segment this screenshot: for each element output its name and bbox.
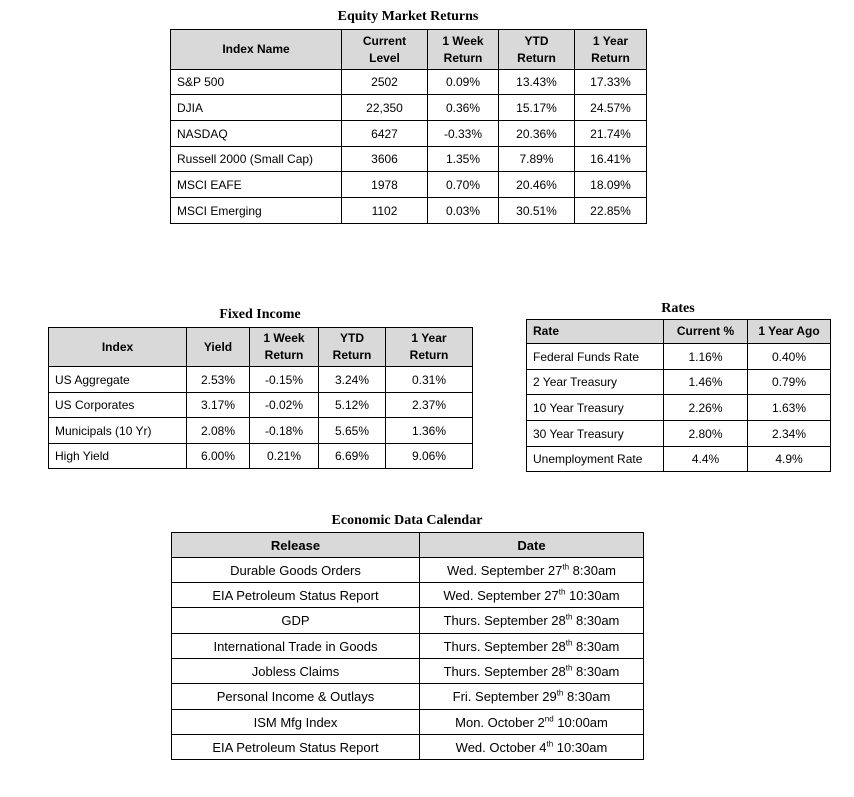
ytd-return: 20.36% bbox=[499, 121, 575, 147]
week-return: 0.70% bbox=[428, 172, 499, 198]
table-row bbox=[49, 393, 473, 418]
col-yield: Yield bbox=[187, 328, 250, 367]
current-rate: 1.46% bbox=[664, 370, 748, 395]
ytd-return: 15.17% bbox=[499, 95, 575, 121]
release-name: Jobless Claims bbox=[172, 659, 420, 684]
current-rate: 4.4% bbox=[664, 447, 748, 472]
rates-title: Rates bbox=[661, 301, 695, 316]
ytd-return: 20.46% bbox=[499, 172, 575, 198]
ytd-return: 5.65% bbox=[319, 418, 386, 444]
fixed-income-table bbox=[48, 327, 473, 469]
ytd-return: 30.51% bbox=[499, 198, 575, 224]
equity-table bbox=[170, 29, 647, 224]
index-name: DJIA bbox=[171, 95, 342, 121]
index-name: US Aggregate bbox=[49, 367, 187, 393]
release-date: Wed. October 4th 10:30am bbox=[420, 735, 644, 760]
rate-name: Unemployment Rate bbox=[527, 447, 664, 472]
week-return: -0.02% bbox=[250, 393, 319, 418]
current-level: 1978 bbox=[342, 172, 428, 198]
year-return: 2.37% bbox=[386, 393, 473, 418]
year-ago-rate: 1.63% bbox=[748, 395, 831, 421]
year-return: 16.41% bbox=[575, 147, 647, 172]
calendar-title: Economic Data Calendar bbox=[331, 513, 483, 528]
current-level: 2502 bbox=[342, 70, 428, 95]
table-row bbox=[171, 147, 647, 172]
equity-header-row bbox=[171, 30, 647, 70]
week-return: 0.09% bbox=[428, 70, 499, 95]
table-row bbox=[49, 367, 473, 393]
col-index: Index bbox=[49, 328, 187, 367]
table-row bbox=[172, 735, 644, 760]
rates-table bbox=[526, 319, 831, 472]
ytd-return: 6.69% bbox=[319, 444, 386, 469]
current-rate: 2.80% bbox=[664, 421, 748, 447]
fixed-income-title: Fixed Income bbox=[219, 307, 301, 322]
table-row bbox=[527, 370, 831, 395]
rate-name: 10 Year Treasury bbox=[527, 395, 664, 421]
table-row bbox=[172, 710, 644, 735]
year-return: 0.31% bbox=[386, 367, 473, 393]
col-1-year-ago: 1 Year Ago bbox=[748, 320, 831, 344]
week-return: -0.18% bbox=[250, 418, 319, 444]
index-name: Russell 2000 (Small Cap) bbox=[171, 147, 342, 172]
table-row bbox=[171, 198, 647, 224]
year-return: 9.06% bbox=[386, 444, 473, 469]
current-rate: 2.26% bbox=[664, 395, 748, 421]
release-date: Thurs. September 28th 8:30am bbox=[420, 608, 644, 634]
table-row bbox=[527, 344, 831, 370]
col-release: Release bbox=[172, 533, 420, 558]
ytd-return: 5.12% bbox=[319, 393, 386, 418]
year-ago-rate: 0.79% bbox=[748, 370, 831, 395]
table-row bbox=[527, 447, 831, 472]
index-name: High Yield bbox=[49, 444, 187, 469]
col-index-name: Index Name bbox=[171, 30, 342, 70]
table-row bbox=[171, 70, 647, 95]
week-return: -0.33% bbox=[428, 121, 499, 147]
index-name: NASDAQ bbox=[171, 121, 342, 147]
yield: 2.08% bbox=[187, 418, 250, 444]
year-ago-rate: 0.40% bbox=[748, 344, 831, 370]
table-row bbox=[49, 418, 473, 444]
release-name: EIA Petroleum Status Report bbox=[172, 735, 420, 760]
rate-name: 2 Year Treasury bbox=[527, 370, 664, 395]
col-1-year-return: 1 Year Return bbox=[575, 30, 647, 70]
table-row bbox=[172, 608, 644, 634]
yield: 6.00% bbox=[187, 444, 250, 469]
yield: 2.53% bbox=[187, 367, 250, 393]
release-name: ISM Mfg Index bbox=[172, 710, 420, 735]
release-name: EIA Petroleum Status Report bbox=[172, 583, 420, 608]
col-1-week-return: 1 Week Return bbox=[428, 30, 499, 70]
year-return: 22.85% bbox=[575, 198, 647, 224]
ytd-return: 7.89% bbox=[499, 147, 575, 172]
table-row bbox=[527, 395, 831, 421]
release-name: Durable Goods Orders bbox=[172, 558, 420, 583]
table-row bbox=[49, 444, 473, 469]
release-name: GDP bbox=[172, 608, 420, 634]
current-level: 3606 bbox=[342, 147, 428, 172]
week-return: 0.03% bbox=[428, 198, 499, 224]
calendar-table bbox=[171, 532, 644, 760]
col-1-week-return: 1 Week Return bbox=[250, 328, 319, 367]
year-return: 18.09% bbox=[575, 172, 647, 198]
week-return: 0.21% bbox=[250, 444, 319, 469]
week-return: 1.35% bbox=[428, 147, 499, 172]
table-row bbox=[171, 95, 647, 121]
index-name: MSCI Emerging bbox=[171, 198, 342, 224]
table-row bbox=[172, 634, 644, 659]
year-return: 1.36% bbox=[386, 418, 473, 444]
week-return: 0.36% bbox=[428, 95, 499, 121]
col-current-percent: Current % bbox=[664, 320, 748, 344]
current-level: 1102 bbox=[342, 198, 428, 224]
year-return: 21.74% bbox=[575, 121, 647, 147]
table-row bbox=[527, 421, 831, 447]
rate-name: 30 Year Treasury bbox=[527, 421, 664, 447]
current-rate: 1.16% bbox=[664, 344, 748, 370]
release-name: International Trade in Goods bbox=[172, 634, 420, 659]
release-date: Wed. September 27th 8:30am bbox=[420, 558, 644, 583]
index-name: S&P 500 bbox=[171, 70, 342, 95]
col-date: Date bbox=[420, 533, 644, 558]
calendar-header-row bbox=[172, 533, 644, 558]
index-name: MSCI EAFE bbox=[171, 172, 342, 198]
release-date: Thurs. September 28th 8:30am bbox=[420, 634, 644, 659]
index-name: US Corporates bbox=[49, 393, 187, 418]
yield: 3.17% bbox=[187, 393, 250, 418]
fixed-income-header-row bbox=[49, 328, 473, 367]
col-ytd-return: YTD Return bbox=[499, 30, 575, 70]
year-ago-rate: 4.9% bbox=[748, 447, 831, 472]
year-ago-rate: 2.34% bbox=[748, 421, 831, 447]
ytd-return: 13.43% bbox=[499, 70, 575, 95]
col-rate: Rate bbox=[527, 320, 664, 344]
rates-header-row bbox=[527, 320, 831, 344]
week-return: -0.15% bbox=[250, 367, 319, 393]
rate-name: Federal Funds Rate bbox=[527, 344, 664, 370]
equity-title: Equity Market Returns bbox=[337, 9, 479, 24]
year-return: 24.57% bbox=[575, 95, 647, 121]
table-row bbox=[172, 558, 644, 583]
year-return: 17.33% bbox=[575, 70, 647, 95]
release-date: Wed. September 27th 10:30am bbox=[420, 583, 644, 608]
table-row bbox=[171, 172, 647, 198]
current-level: 6427 bbox=[342, 121, 428, 147]
table-row bbox=[172, 684, 644, 710]
table-row bbox=[171, 121, 647, 147]
release-date: Mon. October 2nd 10:00am bbox=[420, 710, 644, 735]
index-name: Municipals (10 Yr) bbox=[49, 418, 187, 444]
release-date: Fri. September 29th 8:30am bbox=[420, 684, 644, 710]
table-row bbox=[172, 583, 644, 608]
current-level: 22,350 bbox=[342, 95, 428, 121]
release-name: Personal Income & Outlays bbox=[172, 684, 420, 710]
col-1-year-return: 1 Year Return bbox=[386, 328, 473, 367]
table-row bbox=[172, 659, 644, 684]
col-current-level: Current Level bbox=[342, 30, 428, 70]
release-date: Thurs. September 28th 8:30am bbox=[420, 659, 644, 684]
ytd-return: 3.24% bbox=[319, 367, 386, 393]
col-ytd-return: YTD Return bbox=[319, 328, 386, 367]
